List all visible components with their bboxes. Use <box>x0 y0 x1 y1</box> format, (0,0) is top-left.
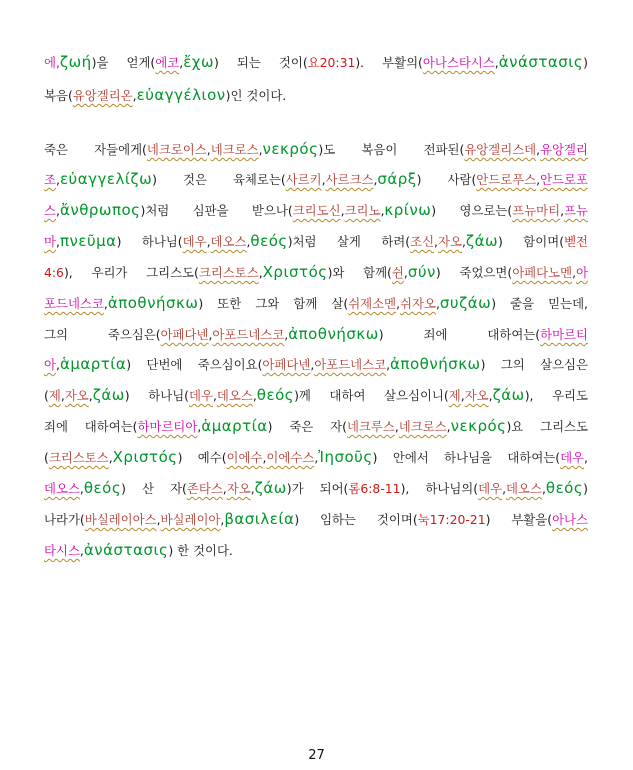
text-run: , <box>262 450 267 465</box>
greek-word: ἄνθρωπος <box>59 201 141 219</box>
transliteration: 존타스 <box>186 481 223 496</box>
transliteration: 유앙겔리온 <box>72 88 133 103</box>
text-run: 그의 죽으심은( <box>44 327 161 342</box>
transliteration: 사르크스 <box>325 172 374 187</box>
text-run: ), 우리가 그리스도( <box>63 265 199 280</box>
text-run: , <box>79 481 84 496</box>
text-run: , <box>108 450 113 465</box>
text-run: ) 안에서 하나님을 대하여는( <box>372 450 561 465</box>
text-run: , <box>88 388 93 403</box>
transliteration: 프뉴마티 <box>512 203 561 218</box>
text-run: , <box>284 327 289 342</box>
text-run: , <box>208 327 213 342</box>
text-run: )인 것이다. <box>225 88 287 103</box>
transliteration: 안드로포 <box>540 172 588 187</box>
text-run: , <box>60 388 65 403</box>
greek-word: ἀνάστασις <box>83 541 169 559</box>
text-run: , <box>541 481 546 496</box>
text-line <box>44 412 588 440</box>
text-run: ) <box>583 481 588 496</box>
text-run: )께 대하여 살으심이니( <box>294 388 449 403</box>
greek-word: Χριστός <box>262 263 328 281</box>
text-run: ) <box>583 55 588 70</box>
transliteration: 안드로푸스 <box>476 172 537 187</box>
text-run: , <box>460 388 465 403</box>
text-run: , <box>79 543 84 558</box>
text-run: ) 것은 육체로는( <box>152 172 286 187</box>
text-run: , <box>156 512 161 527</box>
greek-word: ἀποθνήσκω <box>390 355 481 373</box>
page-number: 27 <box>308 748 325 763</box>
transliteration: 데우 <box>560 450 585 465</box>
text-line <box>44 320 588 348</box>
transliteration: 이에수스 <box>266 450 315 465</box>
text-run: ) 죄에 대하여는( <box>378 327 541 342</box>
greek-word: ζάω <box>92 386 125 404</box>
greek-word: νεκρός <box>262 140 319 158</box>
text-run: , <box>55 172 60 187</box>
transliteration: 이에수 <box>226 450 263 465</box>
transliteration: 포드네스코 <box>44 296 104 311</box>
text-run: , <box>55 234 60 249</box>
text-run: )처럼 살게 하려( <box>287 234 411 249</box>
text-run: , <box>536 142 541 157</box>
scripture-reference: 벧전 <box>564 234 588 249</box>
transliteration: 아페다넨 <box>160 327 209 342</box>
transliteration: 하마르티 <box>540 327 588 342</box>
greek-word: βασιλεία <box>224 510 295 528</box>
greek-word: σάρξ <box>377 170 417 188</box>
text-line <box>44 165 588 193</box>
text-run: , <box>222 481 227 496</box>
text-run: , <box>103 296 108 311</box>
text-run: 나라가( <box>44 512 85 527</box>
text-run: )도 복음이 전파된( <box>318 142 465 157</box>
text-line <box>44 289 588 317</box>
transliteration: 아포드네스코 <box>212 327 285 342</box>
text-run: , <box>572 265 577 280</box>
text-run: ) 임하는 것이며( <box>294 512 418 527</box>
text-run: 복음( <box>44 88 73 103</box>
greek-word: Χριστός <box>112 448 178 466</box>
text-run: , <box>488 388 493 403</box>
greek-word: θεός <box>83 479 122 497</box>
text-run: 죽은 자들에게( <box>44 142 147 157</box>
transliteration: 아나스 <box>552 512 588 527</box>
transliteration: 아 <box>44 357 56 372</box>
transliteration: 조 <box>44 172 56 187</box>
transliteration: 조신 <box>410 234 435 249</box>
greek-word: εὐαγγελίζω <box>59 170 153 188</box>
text-run: ) 그의 살으심은 <box>480 357 588 372</box>
text-run: , <box>403 265 408 280</box>
greek-word: σύν <box>407 263 436 281</box>
text-run: ) 죽었으면( <box>435 265 513 280</box>
scripture-reference: 롬6:8-11 <box>348 481 401 496</box>
greek-word: πνεῦμα <box>59 232 117 250</box>
greek-word: εὐαγγέλιον <box>136 86 226 104</box>
text-line <box>44 135 588 163</box>
text-line <box>44 196 588 224</box>
text-run: ), 우리도 <box>524 388 588 403</box>
transliteration: 아 <box>576 265 588 280</box>
text-run: ) 부활을( <box>485 512 553 527</box>
text-run: )와 함께( <box>327 265 392 280</box>
text-run: , <box>446 419 451 434</box>
text-run: , <box>132 88 137 103</box>
text-line <box>44 258 588 286</box>
text-run: , <box>55 357 60 372</box>
text-run: ) 한 것이다. <box>168 543 233 558</box>
text-run: , <box>461 234 466 249</box>
transliteration: 유앙겔리 <box>540 142 588 157</box>
text-run: , <box>212 388 217 403</box>
scripture-reference: 4:6 <box>44 265 64 280</box>
text-run: , <box>258 142 263 157</box>
text-run: , <box>536 172 541 187</box>
transliteration: 데오스 <box>216 388 253 403</box>
transliteration: 자오 <box>64 388 89 403</box>
text-line <box>44 350 588 378</box>
transliteration: 네크루스 <box>346 419 395 434</box>
transliteration: 데우 <box>182 234 207 249</box>
text-run: , <box>220 512 225 527</box>
text-line <box>44 381 588 409</box>
text-run: ) 하나님( <box>116 234 183 249</box>
text-run: )을 얻게( <box>91 55 156 70</box>
text-line <box>44 536 588 564</box>
greek-word: νεκρός <box>450 417 507 435</box>
text-run: , <box>258 265 263 280</box>
scripture-reference: 요20:31 <box>307 55 356 70</box>
transliteration: 유앙겔리스데 <box>464 142 537 157</box>
transliteration: 마 <box>44 234 56 249</box>
text-run: ) 산 자( <box>121 481 187 496</box>
transliteration: 사르키 <box>285 172 322 187</box>
greek-word: ἀποθνήσκω <box>288 325 379 343</box>
text-run: , <box>386 357 391 372</box>
text-run: ). 부활의( <box>355 55 423 70</box>
text-run: , <box>179 55 184 70</box>
text-run: , <box>584 450 588 465</box>
text-run: )가 되어( <box>286 481 349 496</box>
text-run: , <box>394 419 399 434</box>
transliteration: 아나스타시스 <box>422 55 495 70</box>
text-line <box>44 81 588 109</box>
text-run: , <box>434 234 438 249</box>
transliteration: 쉬자오 <box>400 296 436 311</box>
transliteration: 하마르티아 <box>137 419 198 434</box>
text-run: ) 죽은 자( <box>267 419 347 434</box>
transliteration: 네크로스 <box>398 419 447 434</box>
greek-word: ἔχω <box>183 53 215 71</box>
greek-word: ζωή <box>59 53 92 71</box>
greek-word: ἀποθνήσκω <box>107 294 199 312</box>
transliteration: 쉬제소멘 <box>348 296 397 311</box>
transliteration: 크리노 <box>344 203 381 218</box>
transliteration: 스 <box>44 203 56 218</box>
transliteration: 바실레이아스 <box>84 512 157 527</box>
text-run: ) 함이며( <box>498 234 565 249</box>
greek-word: συζάω <box>439 294 492 312</box>
transliteration: 데우 <box>189 388 213 403</box>
transliteration: 크리스토스 <box>48 450 109 465</box>
greek-word: ἀνάστασις <box>498 53 584 71</box>
text-run: )처럼 심판을 받으나( <box>140 203 293 218</box>
transliteration: 네크로스 <box>210 142 259 157</box>
text-run: ) 사람( <box>416 172 477 187</box>
transliteration: 데오스 <box>44 481 80 496</box>
text-line <box>44 474 588 502</box>
text-run: ) 또한 그와 함께 살( <box>198 296 349 311</box>
text-run: , <box>373 172 378 187</box>
text-run: , <box>310 357 315 372</box>
transliteration: 제 <box>48 388 61 403</box>
greek-word: θεός <box>545 479 584 497</box>
greek-word: ζάω <box>465 232 499 250</box>
transliteration: 데오스 <box>210 234 247 249</box>
transliteration: 크리스토스 <box>198 265 259 280</box>
greek-word: θεός <box>250 232 288 250</box>
text-run: , <box>560 203 565 218</box>
greek-word: ἁμαρτία <box>201 417 268 435</box>
text-run: ( <box>44 388 49 403</box>
text-run: )요 그리스도 <box>506 419 588 434</box>
text-run: , <box>246 234 251 249</box>
text-run: , <box>252 388 257 403</box>
text-line <box>44 48 588 76</box>
text-run: ( <box>44 450 49 465</box>
transliteration: 자오 <box>226 481 251 496</box>
text-run: ) 되는 것이( <box>214 55 308 70</box>
greek-word: ζάω <box>492 386 525 404</box>
greek-word: ἁμαρτία <box>59 355 127 373</box>
text-line <box>44 505 588 533</box>
text-run: , <box>197 419 202 434</box>
transliteration: 네크로이스 <box>146 142 207 157</box>
text-line <box>44 443 588 471</box>
text-run: 죄에 대하여는( <box>44 419 138 434</box>
text-line <box>44 227 588 255</box>
transliteration: 아포드네스코 <box>314 357 387 372</box>
text-run: ) 영으로는( <box>431 203 513 218</box>
greek-word: Ἰησοῦς <box>318 448 373 466</box>
greek-word: θεός <box>256 386 295 404</box>
transliteration: 쉰 <box>391 265 404 280</box>
transliteration: 제 <box>448 388 461 403</box>
text-run: , <box>206 234 211 249</box>
text-run: , <box>250 481 255 496</box>
text-run: ) 예수( <box>177 450 227 465</box>
transliteration: 자오 <box>438 234 462 249</box>
text-run: , <box>435 296 440 311</box>
transliteration: 에코 <box>155 55 180 70</box>
scripture-reference: 눅17:20-21 <box>417 512 486 527</box>
text-run: , <box>340 203 345 218</box>
greek-word: κρίνω <box>384 201 432 219</box>
text-run: , <box>494 55 499 70</box>
text-run: , <box>314 450 319 465</box>
transliteration: 데오스 <box>506 481 542 496</box>
text-run: ) 단번에 죽으심이요( <box>126 357 263 372</box>
transliteration: 데우 <box>478 481 503 496</box>
text-run: ) 줄을 믿는데, <box>491 296 588 311</box>
transliteration: 아페다넨 <box>262 357 311 372</box>
transliteration: 아페다노멘 <box>512 265 573 280</box>
transliteration: 크리도신 <box>292 203 341 218</box>
text-run: ) 하나님( <box>124 388 190 403</box>
transliteration: 에, <box>44 55 60 70</box>
transliteration: 자오 <box>464 388 489 403</box>
transliteration: 타시스 <box>44 543 80 558</box>
transliteration: 바실레이아 <box>160 512 221 527</box>
text-run: , <box>206 142 211 157</box>
greek-word: ζάω <box>254 479 287 497</box>
text-run: ), 하나님의( <box>400 481 479 496</box>
text-run: , <box>502 481 507 496</box>
text-run: , <box>321 172 326 187</box>
text-run: , <box>55 203 60 218</box>
text-run: , <box>380 203 385 218</box>
transliteration: 프뉴 <box>564 203 588 218</box>
text-run: , <box>396 296 401 311</box>
